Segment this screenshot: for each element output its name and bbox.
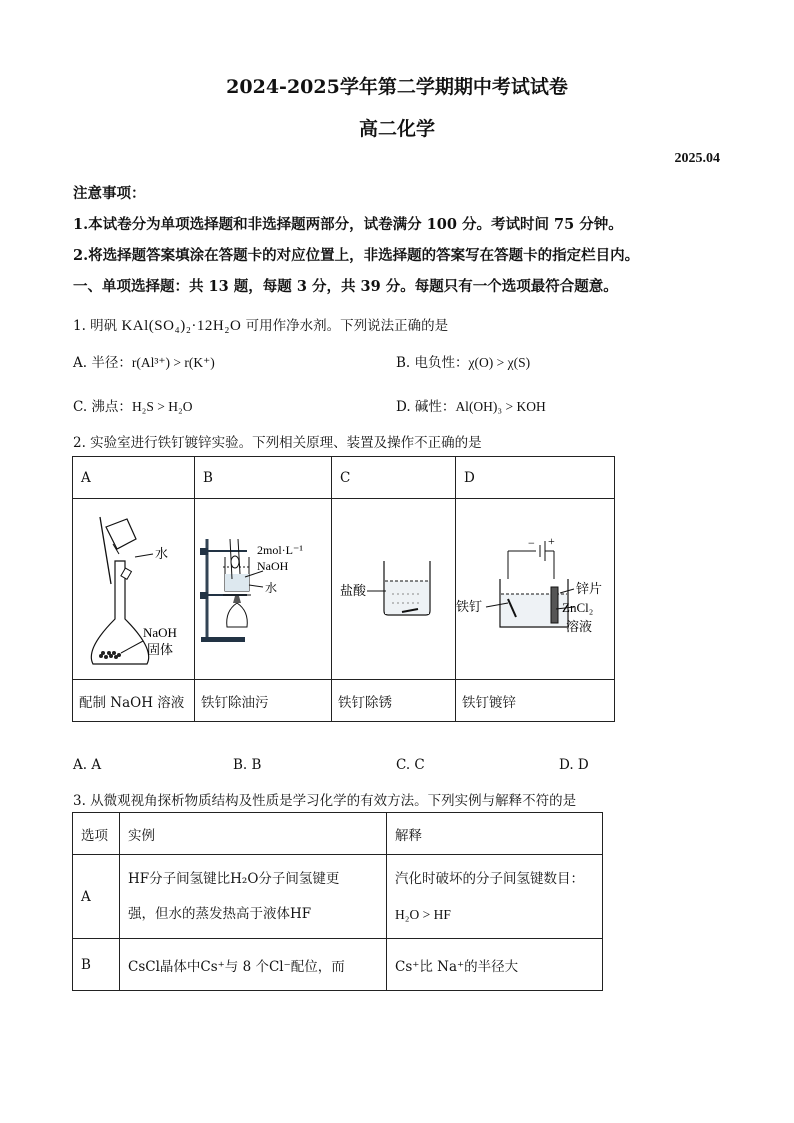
notice-item-2: 2.将选择题答案填涂在答题卡的对应位置上，非选择题的答案写在答题卡的指定栏目内。	[73, 247, 640, 264]
q3-row-a-example-line2: 强，但水的蒸发热高于液体HF	[128, 905, 312, 922]
exam-date: 2025.04	[674, 151, 720, 166]
q2-header-b: B	[195, 457, 332, 499]
question-1-stem	[73, 314, 448, 335]
q3-header-example: 实例	[120, 813, 387, 855]
q3-row-a-example	[120, 855, 387, 939]
q1-option-d	[396, 395, 546, 415]
q1-option-c-label: C. 沸点：	[73, 399, 132, 415]
q1-option-a-label: A. 半径：	[73, 355, 132, 371]
q1-option-a	[73, 351, 215, 371]
q2-caption-a: 配制 NaOH 溶液	[73, 680, 195, 722]
q2-apparatus-table	[72, 456, 615, 722]
q1-option-d-math: Al(OH)₃ > KOH	[455, 399, 546, 414]
q2-figure-b	[195, 499, 332, 680]
q1-option-c	[73, 395, 192, 415]
figb-conc-label: 2mol·L⁻¹	[257, 543, 303, 557]
q2-caption-d: 铁钉镀锌	[456, 680, 615, 722]
q1-option-d-label: D. 碱性：	[396, 399, 456, 415]
q1-prefix: 1. 明矾	[73, 318, 118, 334]
q2-answer-b: B. B	[233, 757, 262, 773]
figd-plus-label: +	[548, 534, 555, 548]
q3-table	[72, 812, 603, 991]
figa-solid-label: 固体	[147, 642, 174, 657]
q2-figure-c	[332, 499, 456, 680]
figd-salt-label: ZnCl₂	[562, 600, 594, 615]
q2-caption-b: 铁钉除油污	[195, 680, 332, 722]
q3-row-a	[73, 855, 603, 939]
q3-row-b-label: B	[73, 939, 120, 991]
figa-water-label: 水	[155, 546, 169, 561]
q2-figure-a	[73, 499, 195, 680]
q3-row-a-explain	[387, 855, 603, 939]
figd-zinc-label: 锌片	[576, 581, 603, 596]
q2-caption-row	[73, 680, 615, 722]
section-heading: 一、单项选择题：共 13 题，每题 3 分，共 39 分。每题只有一个选项最符合题意。	[73, 278, 618, 295]
figb-naoh-label: NaOH	[257, 559, 289, 573]
q2-header-d: D	[456, 457, 615, 499]
q3-header-option: 选项	[73, 813, 120, 855]
figb-water-label: 水	[265, 581, 278, 595]
q2-figure-row	[73, 499, 615, 680]
notice-item-1: 1.本试卷分为单项选择题和非选择题两部分，试卷满分 100 分。考试时间 75 分钟。	[73, 216, 623, 233]
question-2-stem: 2. 实验室进行铁钉镀锌实验。下列相关原理、装置及操作不正确的是	[73, 435, 482, 451]
figa-naoh-label: NaOH	[143, 625, 177, 640]
q1-suffix: 可用作净水剂。下列说法正确的是	[245, 318, 449, 334]
q1-option-c-math: H₂S > H₂O	[131, 399, 193, 414]
acid-beaker-diagram	[332, 499, 455, 675]
heating-setup-diagram	[195, 499, 331, 675]
exam-subject: 高二化学	[358, 118, 435, 140]
electroplating-diagram	[456, 499, 614, 675]
figd-solution-label: 溶液	[566, 619, 593, 634]
q1-option-b-label: B. 电负性：	[396, 355, 469, 371]
q2-answer-c: C. C	[396, 757, 425, 773]
q1-option-a-math: r(Al³⁺) > r(K⁺)	[131, 355, 215, 370]
alum-formula: KAl(SO₄)₂·12H₂O	[121, 318, 242, 334]
q2-header-c: C	[332, 457, 456, 499]
question-3-stem: 3. 从微观视角探析物质结构及性质是学习化学的有效方法。下列实例与解释不符的是	[73, 793, 577, 809]
figc-acid-label: 盐酸	[340, 583, 367, 598]
q2-header-row	[73, 457, 615, 499]
q2-answer-a: A. A	[73, 757, 102, 773]
q3-row-b	[73, 939, 603, 991]
q1-option-b-math: χ(O) > χ(S)	[468, 355, 531, 370]
q3-row-a-explain-line1: 汽化时破坏的分子间氢键数目：	[395, 870, 584, 887]
volumetric-flask-diagram	[73, 499, 194, 675]
q3-header-explain: 解释	[387, 813, 603, 855]
notice-heading: 注意事项：	[73, 185, 146, 202]
q2-figure-d	[456, 499, 615, 680]
q3-header-row	[73, 813, 603, 855]
q3-row-a-label: A	[73, 855, 120, 939]
q3-row-b-explain: Cs⁺比 Na⁺的半径大	[387, 939, 603, 991]
figd-minus-label: −	[528, 536, 535, 550]
q2-answer-d: D. D	[559, 757, 589, 773]
figd-nail-label: 铁钉	[456, 599, 483, 614]
q3-row-b-example: CsCl晶体中Cs⁺与 8 个Cl⁻配位，而	[120, 939, 387, 991]
q1-option-b	[396, 351, 530, 371]
q2-header-a: A	[73, 457, 195, 499]
exam-title: 2024-2025学年第二学期期中考试试卷	[226, 76, 568, 98]
q3-row-a-explain-line2: H₂O > HF	[395, 906, 451, 922]
q3-row-a-example-line1: HF分子间氢键比H₂O分子间氢键更	[128, 870, 340, 887]
q2-caption-c: 铁钉除锈	[332, 680, 456, 722]
